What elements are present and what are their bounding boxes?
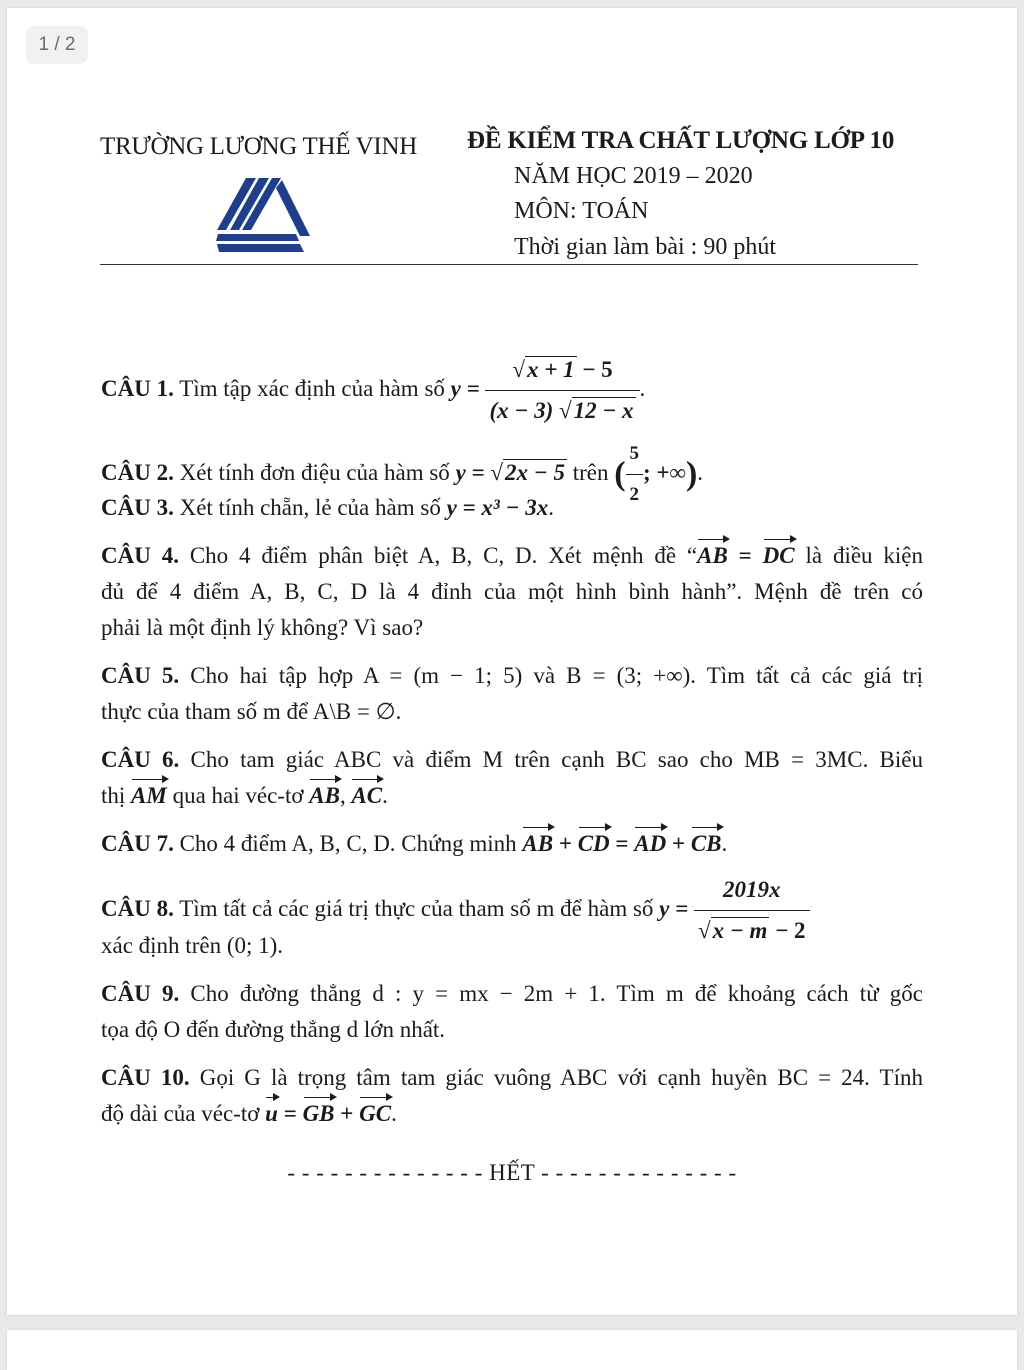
question-5: CÂU 5. Cho hai tập hợp A = (m − 1; 5) và B = (3; +∞). Tìm tất cả các giá trị <box>101 663 924 688</box>
question-1: CÂU 1. Tìm tập xác định của hàm số y = $\frac{√x + 1 - 5}{(x - 3) √12 - x}$ . <box>101 352 645 429</box>
question-10: CÂU 10. Gọi G là trọng tâm tam giác vuông ABC với cạnh huyền BC = 24. Tính <box>101 1065 923 1090</box>
question-4-line-3: phải là một định lý không? Vì sao? <box>101 615 424 640</box>
school-name: TRƯỜNG LƯƠNG THẾ VINH <box>100 133 417 160</box>
question-7: CÂU 7. Cho 4 điểm A, B, C, D. Chứng minh AB + CD = AD + CB. <box>101 826 727 862</box>
question-4-line-2: đủ để 4 điểm A, B, C, D là 4 đỉnh của một hình bình hành”. Mệnh đề trên có <box>101 579 923 604</box>
question-6: CÂU 6. Cho tam giác ABC và điểm M trên cạnh BC sao cho MB = 3MC. Biểu <box>101 747 923 772</box>
question-8: CÂU 8. Tìm tất cả các giá trị thực của tham số m để hàm số y = $\frac{2019x}{√x - m - 2}$ <box>101 872 810 949</box>
exam-title: ĐỀ KIỂM TRA CHẤT LƯỢNG LỚP 10 <box>467 127 895 154</box>
question-10-line-2: độ dài của véc-tơ u = GB + GC. <box>101 1096 397 1132</box>
next-page-edge <box>7 1330 1017 1370</box>
q1-fraction: $\frac{√x + 1 - 5}{(x - 3) √12 - x}$ <box>485 352 639 429</box>
school-year: NĂM HỌC 2019 – 2020 <box>514 163 753 189</box>
question-9-line-2: tọa độ O đến đường thẳng d lớn nhất. <box>101 1017 446 1042</box>
question-5-line-2: thực của tham số m để A\B = ∅. <box>101 699 402 724</box>
exam-duration: Thời gian làm bài : 90 phút <box>514 234 776 260</box>
school-logo-icon <box>214 174 312 256</box>
question-3: CÂU 3. Xét tính chẵn, lẻ của hàm số y = x³ − 3x. <box>101 495 554 520</box>
end-marker: - - - - - - - - - - - - - - HẾT - - - - - - - - - - - - - - <box>287 1160 737 1185</box>
subject: MÔN: TOÁN <box>514 198 649 224</box>
question-8-line-2: xác định trên (0; 1). <box>101 933 284 958</box>
question-4: CÂU 4. Cho 4 điểm phân biệt A, B, C, D. Xét mệnh đề “AB = DC là điều kiện <box>101 538 923 574</box>
question-2: CÂU 2. Xét tính đơn điệu của hàm số y = √2x − 5 trên ( $\frac{5}{2}$ ; +∞). <box>101 436 703 513</box>
q8-fraction: $\frac{2019x}{√x - m - 2}$ <box>694 872 810 949</box>
page-counter: 1 / 2 <box>26 26 88 64</box>
header-divider <box>100 264 918 265</box>
question-6-line-2: thị AM qua hai véc-tơ AB, AC. <box>101 778 388 814</box>
question-9: CÂU 9. Cho đường thẳng d : y = mx − 2m + 1. Tìm m để khoảng cách từ gốc <box>101 981 923 1006</box>
